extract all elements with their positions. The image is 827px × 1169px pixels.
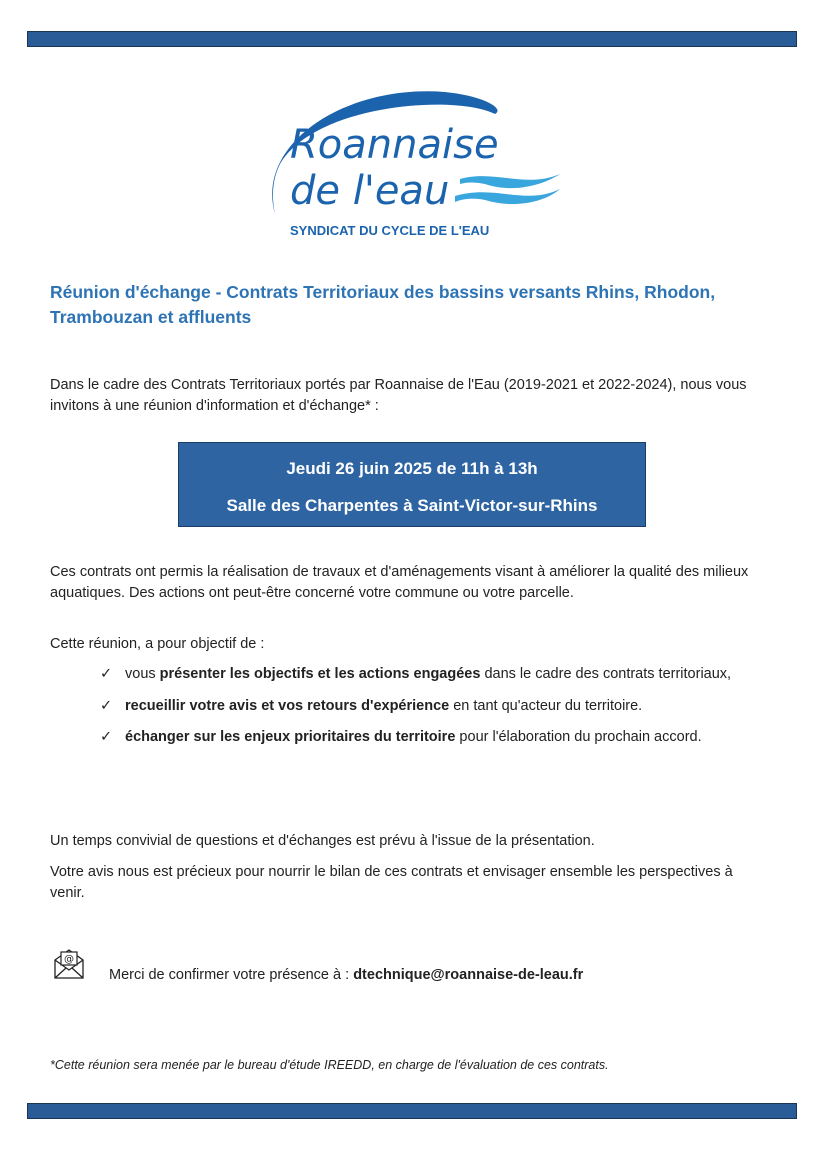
list-item bbox=[100, 727, 740, 748]
logo bbox=[255, 84, 575, 244]
item-text: en tant qu'acteur du territoire. bbox=[449, 697, 643, 714]
paragraph-feedback: Votre avis nous est précieux pour nourrir le bilan de ces contrats et envisager ensemble les perspectives à venir. bbox=[50, 864, 733, 901]
item-bold: présenter les objectifs et les actions engagées bbox=[159, 666, 481, 682]
contact-line bbox=[109, 967, 583, 983]
paragraph-objective: Cette réunion, a pour objectif de : bbox=[50, 636, 265, 652]
intro-text: Dans le cadre des Contrats Territoriaux portés par Roannaise de l'Eau (2019-2021 et 2022-2024), nous vous invitons à une réunion d'information et d'échange* : bbox=[50, 377, 747, 414]
item-bold: recueillir votre avis et vos retours d'expérience bbox=[125, 697, 450, 714]
contact-email-link[interactable]: dtechnique@roannaise-de-leau.fr bbox=[353, 967, 584, 983]
checkmark-icon: ✓ bbox=[100, 666, 113, 682]
objectives-list bbox=[100, 664, 740, 748]
list-item bbox=[100, 664, 740, 685]
page-title: Réunion d'échange - Contrats Territoriaux des bassins versants Rhins, Rhodon, Trambouzan et affluents bbox=[50, 282, 716, 327]
list-item bbox=[100, 696, 740, 717]
paragraph-convivial: Un temps convivial de questions et d'échanges est prévu à l'issue de la présentation. bbox=[50, 833, 595, 849]
event-date: Jeudi 26 juin 2025 de 11h à 13h bbox=[286, 459, 538, 478]
logo-name-line2: de l'eau bbox=[290, 168, 450, 214]
logo-name-line1: Roannaise bbox=[290, 122, 499, 168]
item-text: pour l'élaboration du prochain accord. bbox=[455, 729, 702, 745]
checkmark-icon: ✓ bbox=[100, 729, 113, 745]
event-box bbox=[178, 442, 646, 527]
item-text: dans le cadre des contrats territoriaux, bbox=[480, 666, 732, 682]
item-text: vous bbox=[125, 666, 160, 682]
footnote: *Cette réunion sera menée par le bureau d'étude IREEDD, en charge de l'évaluation de ces contrats. bbox=[50, 1058, 609, 1072]
paragraph-contracts: Ces contrats ont permis la réalisation de travaux et d'aménagements visant à améliorer la qualité des milieux aquatiques. Des actions ont peut-être concerné votre commune ou votre parcelle. bbox=[50, 564, 749, 601]
event-place: Salle des Charpentes à Saint-Victor-sur-Rhins bbox=[226, 496, 598, 515]
top-banner-bar bbox=[27, 31, 797, 47]
logo-tagline: SYNDICAT DU CYCLE DE L'EAU bbox=[290, 223, 490, 238]
bottom-banner-bar bbox=[27, 1103, 797, 1119]
svg-text:@: @ bbox=[64, 954, 74, 965]
item-bold: échanger sur les enjeux prioritaires du territoire bbox=[125, 729, 456, 745]
envelope-icon bbox=[53, 946, 85, 984]
checkmark-icon: ✓ bbox=[100, 697, 113, 714]
contact-label: Merci de confirmer votre présence à : bbox=[109, 967, 354, 983]
